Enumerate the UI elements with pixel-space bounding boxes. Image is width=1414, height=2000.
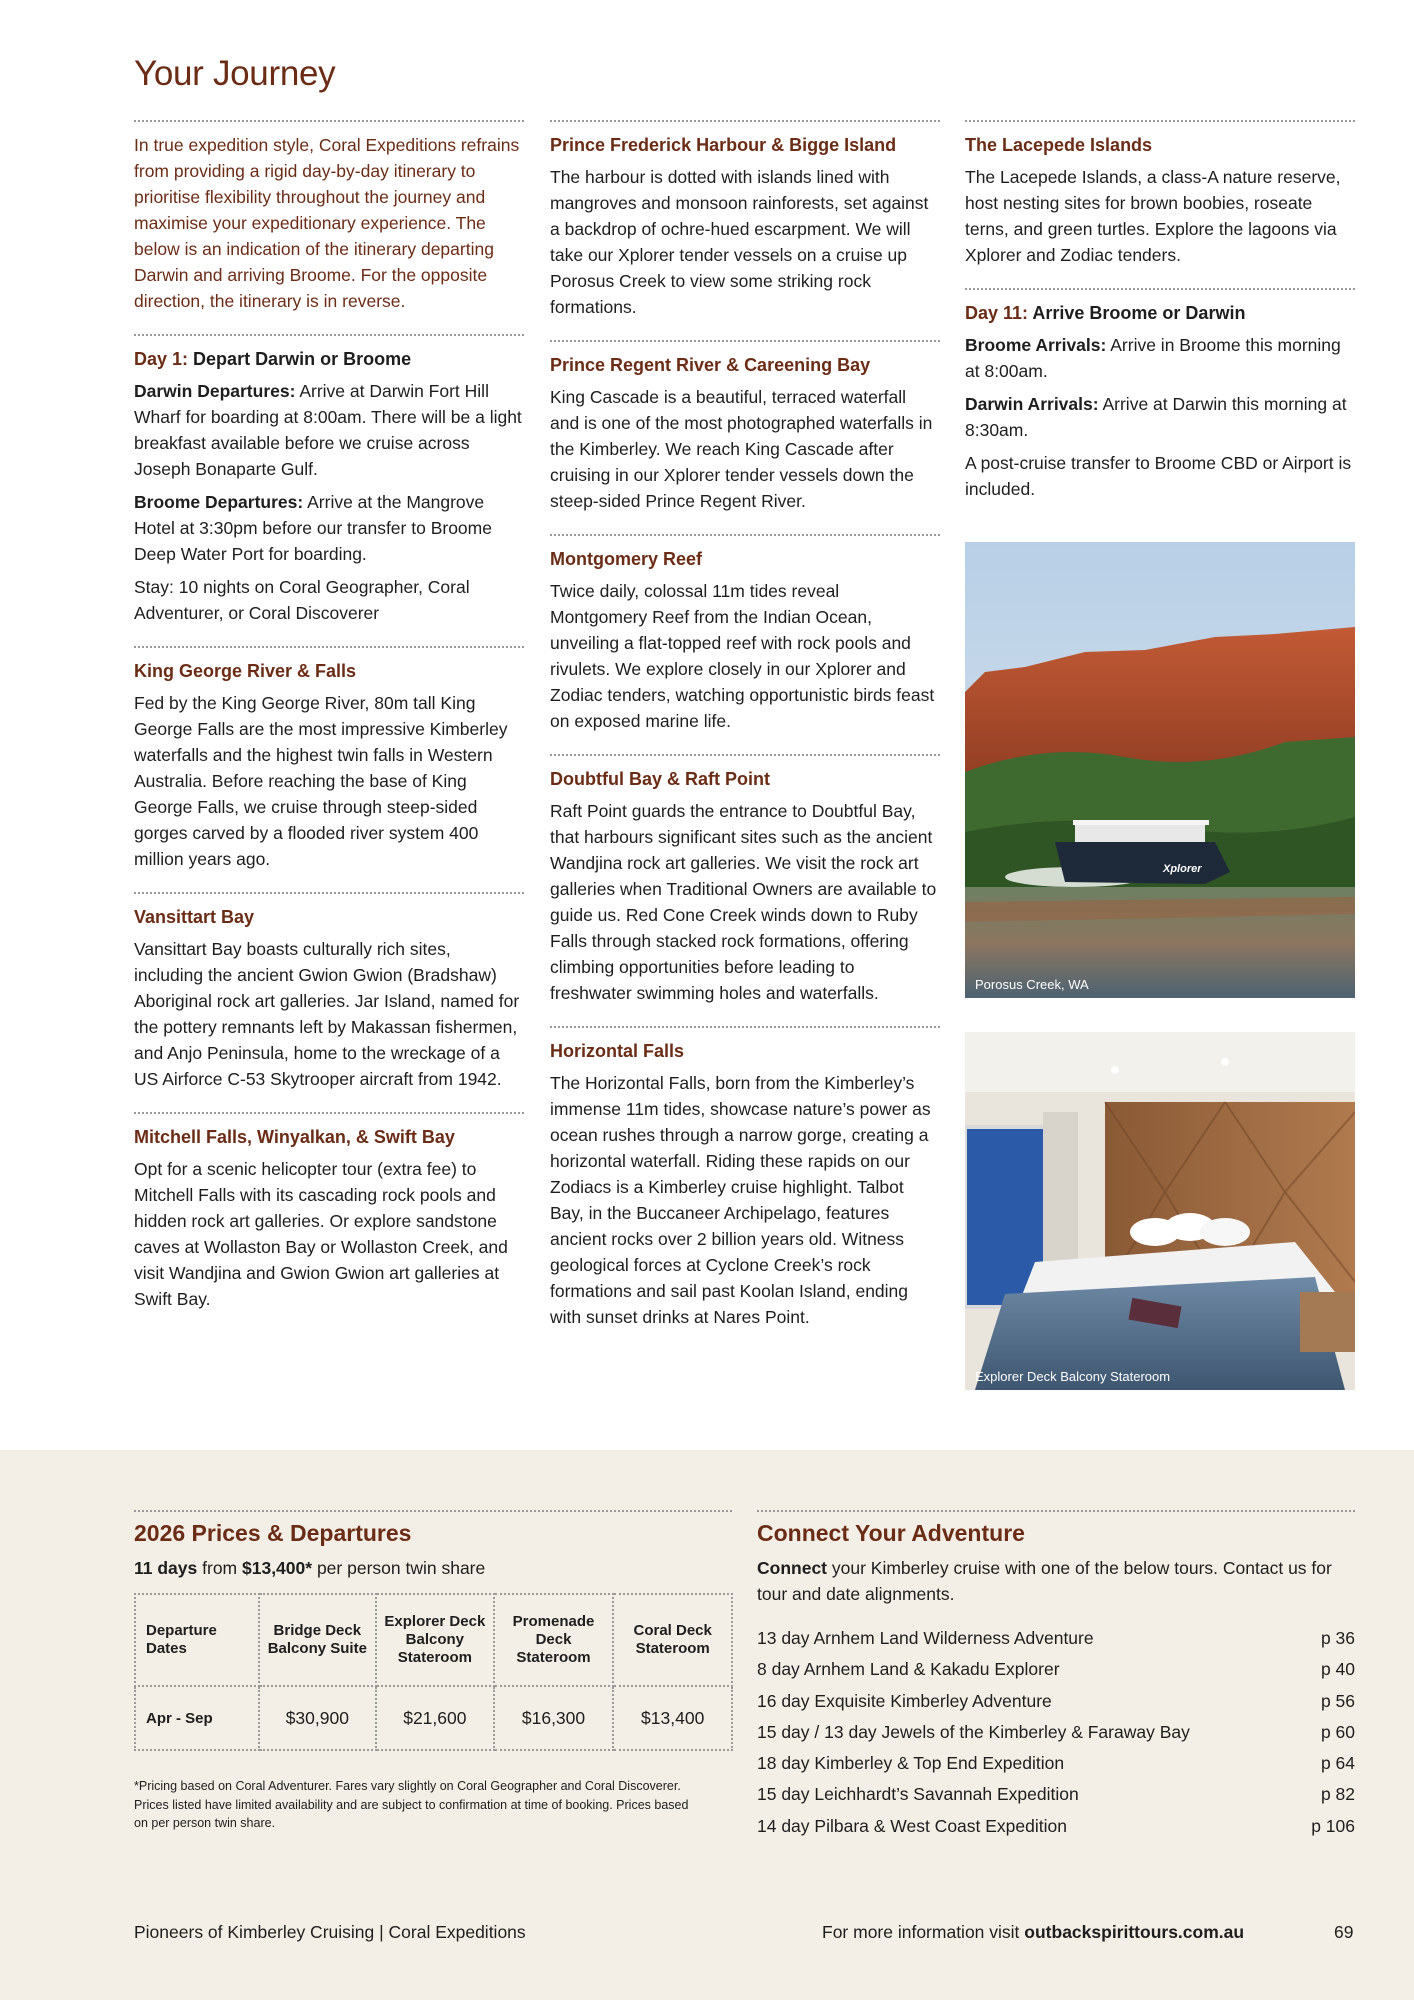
stateroom-illustration xyxy=(965,1032,1355,1390)
mitchell-heading: Mitchell Falls, Winyalkan, & Swift Bay xyxy=(134,1127,455,1147)
day11-heading xyxy=(965,300,1355,326)
list-item xyxy=(757,1654,1355,1685)
list-item xyxy=(757,1779,1355,1810)
prices-footnote: *Pricing based on Coral Adventurer. Fares vary slightly on Coral Geographer and Coral Discoverer. Prices listed have limited availability and are subject to confirmation at time of booking. Prices based on per person twin share. xyxy=(134,1779,689,1830)
day11-title: Arrive Broome or Darwin xyxy=(1032,303,1246,323)
vansittart-section xyxy=(134,892,524,1092)
intro-section xyxy=(134,120,524,314)
king-george-section xyxy=(134,646,524,872)
prices-section xyxy=(134,1510,732,1833)
prince-frederick-section xyxy=(550,120,940,320)
prince-frederick-heading: Prince Frederick Harbour & Bigge Island xyxy=(550,135,897,155)
col-explorer-deck: Explorer Deck Balcony Stateroom xyxy=(376,1594,494,1686)
col-promenade-deck: Promenade Deck Stateroom xyxy=(494,1594,614,1686)
prince-regent-heading: Prince Regent River & Careening Bay xyxy=(550,355,871,375)
footer-info xyxy=(822,1922,1244,1943)
page-title: Your Journey xyxy=(134,54,336,93)
vansittart-text: Vansittart Bay boasts culturally rich sites, including the ancient Gwion Gwion (Bradshaw) Aboriginal rock art galleries. Jar Island, named for the pottery remnants left by Makassan fishermen, and Anjo Peninsula, home to the wreckage of a US Airforce C-53 Skytrooper aircraft from 1942. xyxy=(134,939,520,1089)
lacepede-text: The Lacepede Islands, a class-A nature reserve, host nesting sites for brown boobies, roseate terns, and green turtles. Explore the lagoons via Xplorer and Zodiac tenders. xyxy=(965,167,1341,265)
prices-from-word: from xyxy=(202,1558,238,1578)
prince-regent-section xyxy=(550,340,940,514)
connect-lead-text: your Kimberley cruise with one of the below tours. Contact us for tour and date alignments. xyxy=(757,1558,1332,1604)
col-bridge-deck: Bridge Deck Balcony Suite xyxy=(259,1594,376,1686)
day1-label: Day 1: xyxy=(134,349,189,369)
tour-page: p 60 xyxy=(1320,1721,1355,1742)
table-row xyxy=(135,1686,732,1750)
day1-stay: Stay: 10 nights on Coral Geographer, Coral Adventurer, or Coral Discoverer xyxy=(134,577,470,623)
prices-from-price: $13,400* xyxy=(242,1558,313,1578)
list-item xyxy=(757,1748,1355,1779)
doubtful-text: Raft Point guards the entrance to Doubtful Bay, that harbours significant sites such as the ancient Wandjina rock art galleries. We visit the rock art galleries when Traditional Owners are available to guide us. Red Cone Creek winds down to Ruby Falls through stacked rock formations, offering climbing opportunities before leading to freshwater swimming holes and waterfalls. xyxy=(550,801,937,1003)
price-coral-deck: $13,400 xyxy=(613,1686,732,1750)
list-item xyxy=(757,1717,1355,1748)
tour-name: 15 day Leichhardt’s Savannah Expedition xyxy=(757,1784,1079,1805)
prices-table xyxy=(134,1593,733,1751)
broome-departures-text: Arrive at the Mangrove Hotel at 3:30pm before our transfer to Broome Deep Water Port for boarding. xyxy=(134,492,492,564)
connect-section xyxy=(757,1510,1355,1842)
prices-duration: 11 days xyxy=(134,1558,198,1578)
lacepede-section xyxy=(965,120,1355,268)
horizontal-section xyxy=(550,1026,940,1330)
darwin-departures-label: Darwin Departures: xyxy=(134,381,296,401)
broome-arrivals-label: Broome Arrivals: xyxy=(965,335,1107,355)
tour-page: p 56 xyxy=(1320,1690,1355,1711)
tour-page: p 82 xyxy=(1320,1784,1355,1805)
day11-darwin xyxy=(965,391,1355,443)
price-promenade-deck: $16,300 xyxy=(494,1686,614,1750)
darwin-departures-text: Arrive at Darwin Fort Hill Wharf for boarding at 8:00am. There will be a light breakfast available before we cruise across Joseph Bonaparte Gulf. xyxy=(134,381,522,479)
day1-broome xyxy=(134,489,524,567)
broome-arrivals-text: Arrive in Broome this morning at 8:00am. xyxy=(965,335,1341,381)
day1-title: Depart Darwin or Broome xyxy=(193,349,412,369)
montgomery-heading: Montgomery Reef xyxy=(550,549,703,569)
col-departure-dates: Departure Dates xyxy=(135,1594,259,1686)
darwin-arrivals-label: Darwin Arrivals: xyxy=(965,394,1099,414)
doubtful-section xyxy=(550,754,940,1006)
day1-heading xyxy=(134,346,524,372)
column-right xyxy=(965,120,1355,522)
tour-page: p 36 xyxy=(1320,1628,1355,1648)
tour-name: 13 day Arnhem Land Wilderness Adventure xyxy=(757,1628,1094,1648)
day11-section xyxy=(965,288,1355,502)
column-middle xyxy=(550,120,940,1350)
mitchell-section xyxy=(134,1112,524,1312)
day1-section xyxy=(134,334,524,626)
porosus-creek-caption: Porosus Creek, WA xyxy=(975,977,1089,992)
connect-lead xyxy=(757,1555,1355,1607)
prices-lead xyxy=(134,1555,732,1581)
footer-info-text: For more information visit xyxy=(822,1922,1020,1942)
prince-frederick-text: The harbour is dotted with islands lined with mangroves and monsoon rainforests, set against a backdrop of ochre-hued escarpment. We will take our Xplorer tender vessels on a cruise up Porosus Creek to view some striking rock formations. xyxy=(550,167,929,317)
page-number: 69 xyxy=(1334,1922,1354,1942)
darwin-arrivals-text: Arrive at Darwin this morning at 8:30am. xyxy=(965,394,1347,440)
price-bridge-deck: $30,900 xyxy=(259,1686,376,1750)
porosus-creek-photo xyxy=(965,542,1355,998)
tour-name: 15 day / 13 day Jewels of the Kimberley & Faraway Bay xyxy=(757,1721,1190,1742)
day11-transfer: A post-cruise transfer to Broome CBD or Airport is included. xyxy=(965,453,1352,499)
tour-name: 8 day Arnhem Land & Kakadu Explorer xyxy=(757,1659,1060,1680)
day1-darwin xyxy=(134,378,524,482)
connect-header xyxy=(757,1510,1355,1607)
doubtful-heading: Doubtful Bay & Raft Point xyxy=(550,769,770,789)
porosus-creek-illustration xyxy=(965,542,1355,998)
prices-table-header-row xyxy=(135,1594,732,1686)
tour-list xyxy=(757,1623,1355,1842)
connect-heading: Connect Your Adventure xyxy=(757,1520,1025,1546)
list-item xyxy=(757,1686,1355,1717)
tour-page: p 106 xyxy=(1311,1815,1355,1836)
intro-text: In true expedition style, Coral Expeditions refrains from providing a rigid day-by-day itinerary to prioritise flexibility throughout the journey and maximise your expeditionary experience. The below is an indication of the itinerary departing Darwin and arriving Broome. For the opposite direction, the itinerary is in reverse. xyxy=(134,135,520,311)
king-george-text: Fed by the King George River, 80m tall King George Falls are the most impressive Kimberley waterfalls and the highest twin falls in Western Australia. Before reaching the base of King George Falls, we cruise through steep-sided gorges carved by a flooded river system 400 million years ago. xyxy=(134,693,508,869)
tour-name: 14 day Pilbara & West Coast Expedition xyxy=(757,1815,1067,1836)
prices-suffix: per person twin share xyxy=(316,1558,486,1578)
day11-label: Day 11: xyxy=(965,303,1029,323)
horizontal-text: The Horizontal Falls, born from the Kimberley’s immense 11m tides, showcase nature’s power as ocean rushes through a narrow gorge, creating a horizontal waterfall. Riding these rapids on our Zodiacs is a Kimberley cruise highlight. Talbot Bay, in the Buccaneer Archipelago, features ancient rocks over 2 billion years old. Witness geological forces at Cyclone Creek’s rock formations and sail past Koolan Island, ending with sunset drinks at Nares Point. xyxy=(550,1073,931,1327)
connect-lead-bold: Connect xyxy=(757,1558,827,1578)
price-explorer-deck: $21,600 xyxy=(376,1686,494,1750)
prices-heading: 2026 Prices & Departures xyxy=(134,1520,412,1546)
tour-name: 18 day Kimberley & Top End Expedition xyxy=(757,1753,1065,1774)
prince-regent-text: King Cascade is a beautiful, terraced waterfall and is one of the most photographed waterfalls in the Kimberley. We reach King Cascade after cruising in our Xplorer tender vessels down the steep-sided Prince Regent River. xyxy=(550,387,933,511)
montgomery-section xyxy=(550,534,940,734)
broome-departures-label: Broome Departures: xyxy=(134,492,304,512)
vansittart-heading: Vansittart Bay xyxy=(134,907,255,927)
column-left xyxy=(134,120,524,1332)
horizontal-heading: Horizontal Falls xyxy=(550,1041,685,1061)
mitchell-text: Opt for a scenic helicopter tour (extra fee) to Mitchell Falls with its cascading rock pools and hidden rock art galleries. Or explore sandstone caves at Wollaston Bay or Wollaston Creek, and visit Wandjina and Gwion Gwion art galleries at Swift Bay. xyxy=(134,1159,508,1309)
day11-broome xyxy=(965,332,1355,384)
stateroom-caption: Explorer Deck Balcony Stateroom xyxy=(975,1369,1171,1384)
list-item xyxy=(757,1811,1355,1842)
montgomery-text: Twice daily, colossal 11m tides reveal Montgomery Reef from the Indian Ocean, unveiling a flat-topped reef with rock pools and rivulets. We explore closely in our Xplorer and Zodiac tenders, watching opportunistic birds feast on exposed marine life. xyxy=(550,581,935,731)
tour-page: p 64 xyxy=(1320,1753,1355,1774)
footer-left: Pioneers of Kimberley Cruising | Coral Expeditions xyxy=(134,1922,526,1942)
stateroom-photo xyxy=(965,1032,1355,1390)
footer-website-link[interactable]: outbackspirittours.com.au xyxy=(1024,1922,1245,1942)
col-coral-deck: Coral Deck Stateroom xyxy=(613,1594,732,1686)
tour-name: 16 day Exquisite Kimberley Adventure xyxy=(757,1690,1052,1711)
lacepede-heading: The Lacepede Islands xyxy=(965,135,1153,155)
boat-label: Xplorer xyxy=(1163,863,1202,875)
tour-page: p 40 xyxy=(1320,1659,1355,1680)
prices-header xyxy=(134,1510,732,1581)
list-item xyxy=(757,1623,1355,1654)
king-george-heading: King George River & Falls xyxy=(134,661,357,681)
departure-date-cell: Apr - Sep xyxy=(135,1686,259,1750)
